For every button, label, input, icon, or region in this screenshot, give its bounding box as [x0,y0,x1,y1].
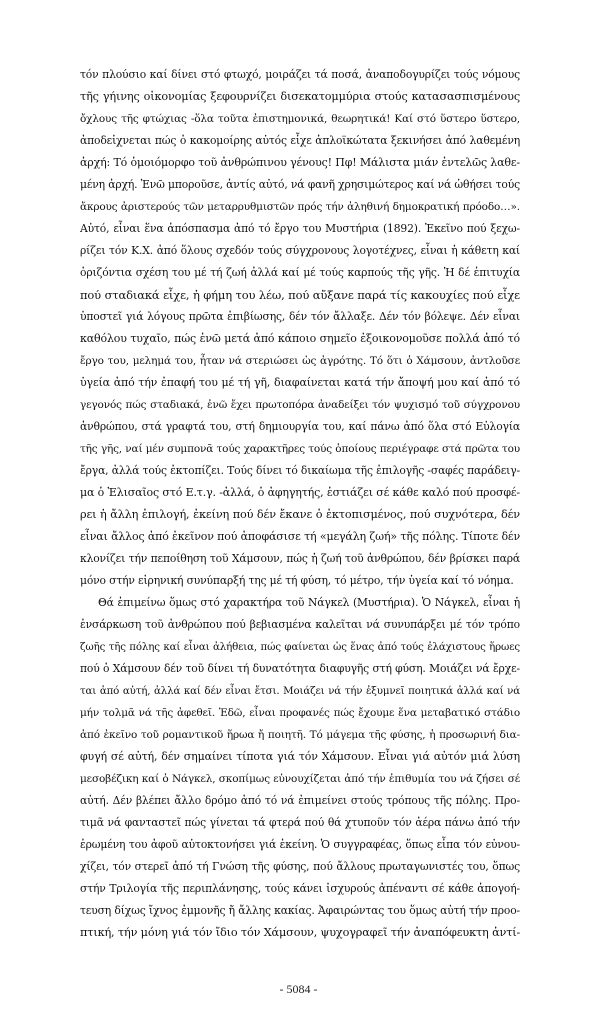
text-line: ἀποδεἰχνεται πώς ὁ κακομοίρης αὐτός εἶχε ἀπλοϊκώτατα ξεκινήσει ἀπό λαθεμένη [80,134,520,147]
text-line: τόν πλούσιο καί δίνει στό φτωχό, μοιράζει τά ποσά, ἀναποδογυρίζει τούς νόμους [80,68,520,81]
text-line: καθόλου τυχαῖο, πώς ἐνῶ μετά ἀπό κάποιο σημεῖο ἐξοικονομοῦσε πολλά ἀπό τό [80,332,520,345]
text-line: ὑγεία ἀπό τήν ἐπαφή του μέ τή γῆ, διαφαίνεται κατά τήν ἄποψή μου καί ἀπό τό [80,376,520,389]
text-line: τιμᾶ νά φανταστεῖ πώς γίνεται τά φτερά πού θά χτυποῦν τόν ἀέρα πάνω ἀπό τήν [80,816,520,829]
text-line: ἀνθρώπου, στά γραφτά του, στή δημιουργία του, καί πάνω ἀπό ὅλα στό Εὐλογία [80,420,520,433]
text-line: ὄχλους τῆς φτώχιας -ὅλα τοῦτα ἐπιστημονικά, θεωρητικά! Καί στό ὕστερο ὕστερο, [80,113,520,125]
text-line: μήν τολμᾶ νά τῆς ἀφεθεῖ. Ἐδῶ, εἶναι προφανές πώς ἔχουμε ἕνα μεταβατικό στάδιο [80,707,520,719]
text-line: ἀρχή: Τό ὁμοιόμορφο τοῦ ἀνθρώπινου γένους! Πφ! Μάλιστα μιάν ἐντελῶς λαθε- [80,156,520,169]
text-line: πτική, τήν μόνη γιά τόν ἴδιο τόν Χάμσουν, ψυχογραφεῖ τήν ἀναπόφευκτη ἀντί- [80,926,520,939]
text-line: ἐνσάρκωση τοῦ ἀνθρώπου πού βεβιασμένα καλεῖται νά συνυπάρξει μέ τόν τρόπο [80,618,520,631]
text-line: ζωῆς τῆς πόλης καί εἶναι ἀλήθεια, πώς φαίνεται ὡς ἕνας ἀπό τούς ἐλάχιστους ἥρωες [80,641,520,653]
text-line: στήν Τριλογία τῆς περιπλάνησης, τούς κάνει ἰσχυρούς ἀπέναντι σέ κάθε ἀπογοή- [80,882,520,895]
text-line: τῆς γήινης οἰκονομίας ξεφουρνίζει δισεκατομμύρια στούς κατασασπισμένους [80,90,520,103]
body-text [80,64,520,944]
text-line: αὐτή. Δέν βλέπει ἄλλο δρόμο ἀπό τό νά ἐπιμείνει στούς τρόπους τῆς πόλης. Προ- [80,794,520,807]
text-line: χίζει, τόν στερεῖ ἀπό τή Γνώση τῆς φύσης, πού ἄλλους πρωταγωνιστές του, ὅπως [80,860,520,873]
text-line: Αὐτό, εἶναι ἕνα ἀπόσπασμα ἀπό τό ἔργο του Μυστήρια (1892). Ἐκεῖνο πού ξεχω- [80,222,520,235]
paragraph-1 [80,64,520,592]
text-line: ρίζει τόν Κ.Χ. ἀπό ὅλους σχεδόν τούς σύγχρονους λογοτέχνες, εἶναι ἡ κάθετη καί [80,244,520,257]
text-line: ἀπό ἐκεῖνο τοῦ ρομαντικοῦ ἥρωα ἤ ποιητῆ. Τό μάγεμα τῆς φύσης, ἡ προσωρινή δια- [80,729,520,741]
text-line: τευση δίχως ἴχνος ἐμμονῆς ἤ ἄλλης κακίας. Ἀφαιρώντας του ὅμως αὐτή τήν προο- [80,904,520,917]
text-line: ται ἀπό αὐτή, ἀλλά καί δέν εἶναι ἔτσι. Μοιάζει νά τήν ἐξυμνεῖ ποιητικά ἀλλά καί νά [80,685,520,697]
text-line: Θά ἐπιμείνω ὅμως στό χαρακτήρα τοῦ Νάγκελ (Μυστήρια). Ὁ Νάγκελ, εἶναι ἡ [98,596,520,609]
text-line: ἔργα, ἀλλά τούς ἐκτοπίζει. Τούς δίνει τό δικαίωμα τῆς ἐπιλογῆς -σαφές παράδειγ- [80,464,520,477]
text-line: γεγονός πώς σταδιακά, ἐνῶ ἔχει πρωτοπόρα ἀναδείξει τόν ψυχισμό τοῦ σύγχρονου [80,399,520,411]
text-line: μόνο στήν εἰρηνική συνύπαρξή της μέ τή φύση, τό μέτρο, τήν ὑγεία καί τό νόημα. [80,574,514,587]
text-line: μένη ἀρχή. Ἐνῶ μποροῦσε, ἀντίς αὐτό, νά φανῆ χρησιμώτερος καί νά ὠθήσει τούς [80,178,520,191]
text-line: εἶναι ἄλλος ἀπό ἐκεῖνον πού ἀποφάσισε τή «μεγάλη ζωή» τῆς πόλης. Τίποτε δέν [80,530,520,543]
text-line: φυγή σέ αὐτή, δέν σημαίνει τίποτα γιά τόν Χάμσουν. Εἶναι γιά αὐτόν μιά λύση [80,750,520,763]
text-line: μα ὁ Ἐλισαῖος στό Ε.τ.γ. -ἀλλά, ὁ ἀφηγητής, ἑστιάζει σέ κάθε καλό πού προσφέ- [80,486,520,499]
text-line: μεσοβέζικη καί ὁ Νάγκελ, σκοπίμως εὐνουχίζεται ἀπό τήν ἐπιθυμία του νά ζήσει σέ [80,773,520,785]
paragraph-2 [80,592,520,944]
text-line: πού ὁ Χάμσουν δέν τοῦ δίνει τή δυνατότητα διαφυγῆς στή φύση. Μοιάζει νά ἔρχε- [80,662,520,675]
page-number: - 5084 - [279,982,318,996]
text-line: ἐρωμένη του ἀφοῦ αὐτοκτονήσει γιά ἐκείνη. Ὁ συγγραφέας, ὅπως εἶπα τόν εὐνου- [80,838,520,851]
text-line: ἄκρους ἀριστερούς τῶν μεταρρυθμιστῶν πρός τήν ἀληθινή δημοκρατική πρόοδο…». [80,201,520,213]
text-line: πού σταδιακά εἶχε, ἡ φήμη του λέω, πού αὔξανε παρά τίς κακουχίες πού εἶχε [80,288,520,302]
text-line: κλονίζει τήν πεποίθηση τοῦ Χάμσουν, πώς ἡ ζωή τοῦ ἀνθρώπου, δέν βρίσκει παρά [80,552,520,565]
text-line: ὑποστεῖ γιά λόγους πρῶτα ἐπιβίωσης, δέν τόν ἄλλαξε. Δέν τόν βόλεψε. Δέν εἶναι [80,310,520,323]
text-line: ρει ἡ ἄλλη ἐπιλογή, ἐκείνη πού δέν ἔκανε ὁ ἐκτοπισμένος, πού συχνότερα, δέν [80,508,520,521]
text-line: τῆς γῆς, ναί μέν συμπονᾶ τούς χαρακτῆρες τούς ὁποίους περιέγραφε στά πρῶτα του [80,443,520,455]
text-line: ὁριζόντια σχέση του μέ τή ζωή ἀλλά καί μέ τούς καρπούς τῆς γῆς. Ἡ δέ ἐπιτυχία [80,266,520,279]
text-line: ἔργο του, μελημά του, ἦταν νά στεριώσει ὡς ἀγρότης. Τό ὅτι ὁ Χάμσουν, ἀντλοῦσε [80,355,520,367]
